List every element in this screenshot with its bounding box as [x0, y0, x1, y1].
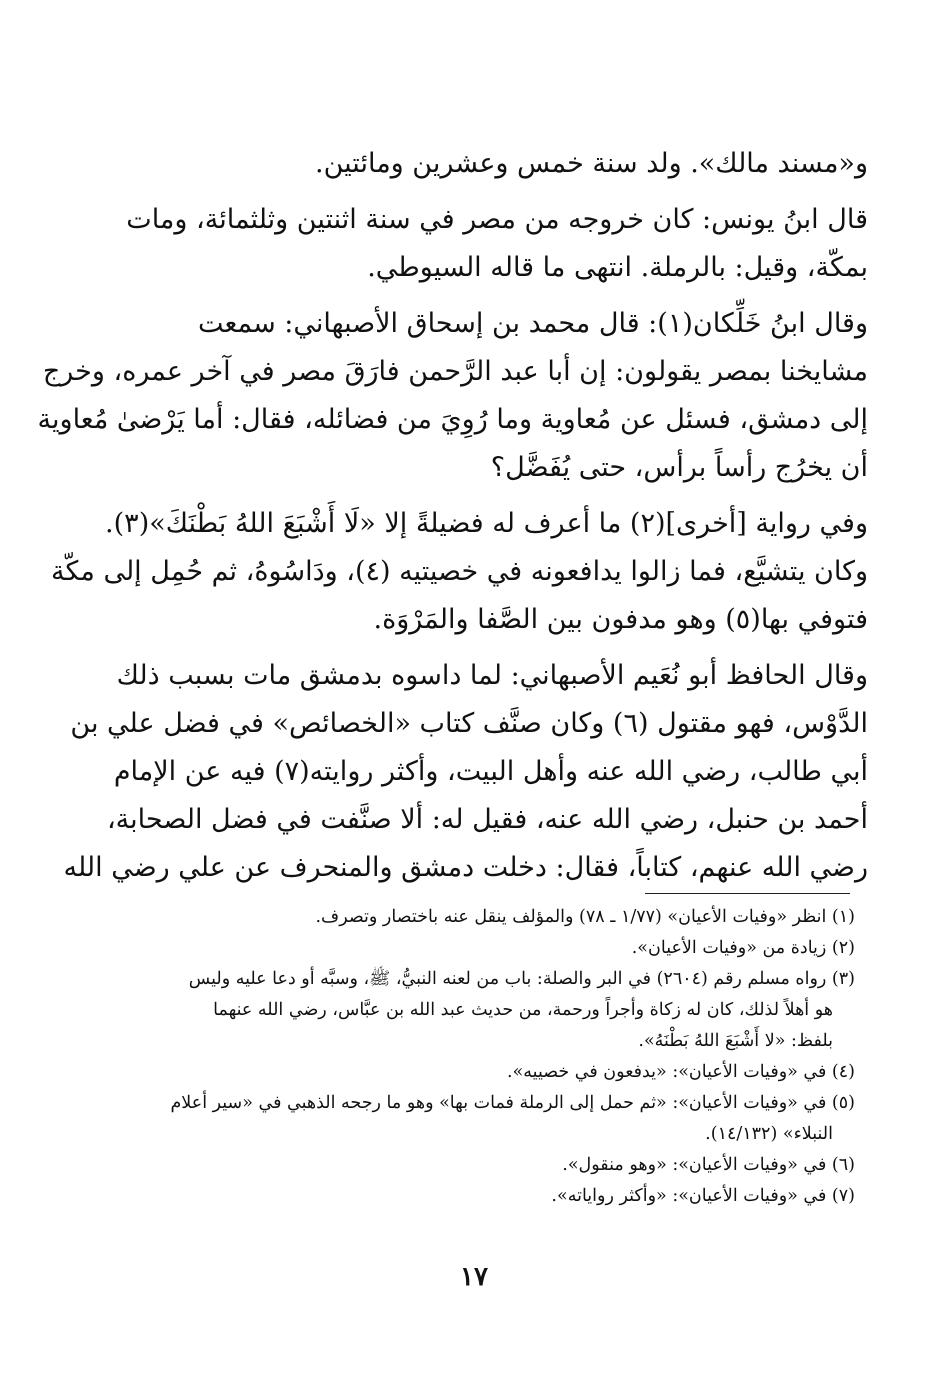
footnote-line: (٣) رواه مسلم رقم (٢٦٠٤) في البر والصلة: باب من لعنه النبيُّ، ﷺ، وسبَّه أو دعا عليه وليس	[188, 969, 855, 989]
main-text	[37, 140, 868, 892]
text-line: إلى دمشق، فسئل عن مُعاوية وما رُوِيَ من فضائله، فقال: أما يَرْضىٰ مُعاوية	[37, 404, 868, 435]
footnote-line: بلفظ: «لا أَشْبَعَ اللهُ بَطْنَهُ».	[638, 1031, 833, 1051]
footnote-line: (٧) في «وفيات الأعيان»: «وأكثر رواياته».	[551, 1186, 855, 1206]
text-line: مشايخنا بمصر يقولون: إن أبا عبد الرَّحمن فارَقَ مصر في آخر عمره، وخرج	[42, 356, 868, 387]
footnotes	[135, 902, 855, 1212]
text-line: أن يخرُج رأساً برأس، حتى يُفَضَّل؟	[490, 452, 868, 483]
text-line: قال ابنُ يونس: كان خروجه من مصر في سنة اثنتين وثلثمائة، ومات	[126, 204, 868, 235]
text-line: بمكّة، وقيل: بالرملة. انتهى ما قاله السيوطي.	[367, 252, 868, 283]
text-line: أحمد بن حنبل، رضي الله عنه، فقيل له: ألا صنَّفت في فضل الصحابة،	[106, 804, 868, 835]
text-line: رضي الله عنهم، كتاباً، فقال: دخلت دمشق والمنحرف عن علي رضي الله	[63, 852, 868, 883]
footnote-line: (٥) في «وفيات الأعيان»: «ثم حمل إلى الرملة فمات بها» وهو ما رجحه الذهبي في «سير أعلام	[170, 1093, 855, 1113]
page-number: ١٧	[460, 1262, 488, 1292]
text-line: وكان يتشيَّع، فما زالوا يدافعونه في خصيتيه (٤)، ودَاسُوهُ، ثم حُمِل إلى مكّة	[51, 556, 868, 587]
text-line: الدَّوْس، فهو مقتول (٦) وكان صنَّف كتاب «الخصائص» في فضل علي بن	[70, 708, 868, 739]
text-line: و«مسند مالك». ولد سنة خمس وعشرين ومائتين.	[315, 148, 868, 179]
text-line: وقال ابنُ خَلِّكان(١): قال محمد بن إسحاق الأصبهاني: سمعت	[197, 308, 868, 339]
footnote-divider	[645, 893, 850, 894]
text-line: أبي طالب، رضي الله عنه وأهل البيت، وأكثر روايته(٧) فيه عن الإمام	[113, 756, 868, 787]
footnote-line: النبلاء» (١٤/١٣٢).	[705, 1124, 833, 1144]
text-line: وقال الحافظ أبو نُعَيم الأصبهاني: لما داسوه بدمشق مات بسبب ذلك	[116, 660, 868, 691]
text-line: فتوفي بها(٥) وهو مدفون بين الصَّفا والمَرْوَة.	[373, 604, 868, 635]
footnote-line: (٦) في «وفيات الأعيان»: «وهو منقول».	[562, 1155, 855, 1175]
footnote-line: (٤) في «وفيات الأعيان»: «يدفعون في خصييه».	[507, 1062, 855, 1082]
text-line: وفي رواية [أخرى](٢) ما أعرف له فضيلةً إلا «لَا أَشْبَعَ اللهُ بَطْنَكَ»(٣).	[105, 508, 868, 539]
footnote-line: (٢) زيادة من «وفيات الأعيان».	[631, 938, 855, 958]
footnote-line: (١) انظر «وفيات الأعيان» (١/٧٧ ـ ٧٨) والمؤلف ينقل عنه باختصار وتصرف.	[315, 907, 855, 927]
footnote-line: هو أهلاً لذلك، كان له زكاة وأجراً ورحمة، من حديث عبد الله بن عبَّاس، رضي الله عنهما	[213, 1000, 833, 1020]
